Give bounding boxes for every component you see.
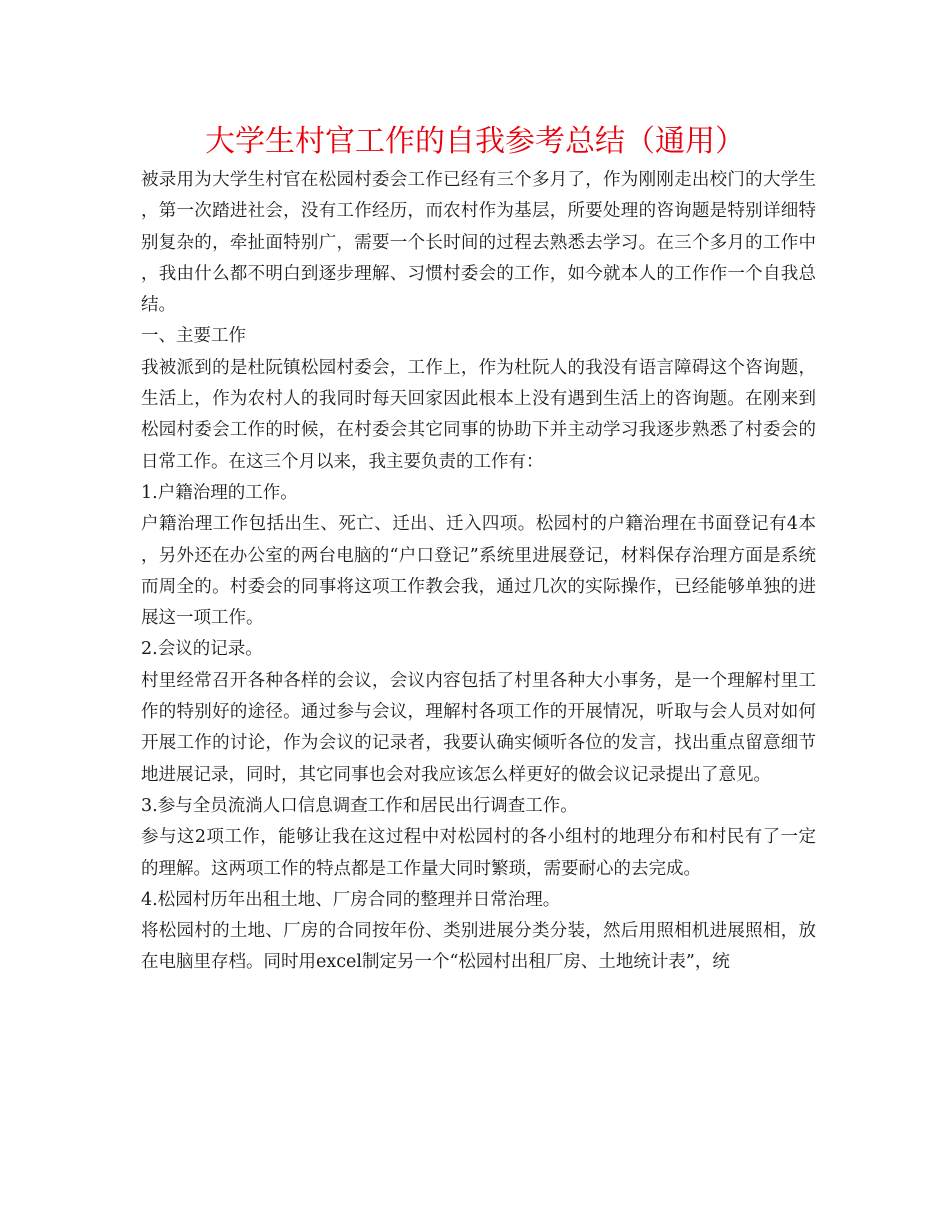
item-heading-contracts: 4.松园村历年出租土地、厂房合同的整理并日常治理。 [141,889,561,910]
item-heading-meeting-records: 2.会议的记录。 [141,639,263,660]
section-heading-main-work: 一、主要工作 [141,326,246,347]
item-heading-surveys: 3.参与全员流淌人口信息调查工作和居民出行调查工作。 [141,795,578,816]
paragraph-meeting-records: 村里经常召开各种各样的会议，会议内容包括了村里各种大小事务，是一个理解村里工作的特别好的途径。通过参与会议，理解村各项工作的开展情况，听取与会人员对如何开展工作的讨论，作为会议的记录者，我要认确实倾听各位的发言，找出重点留意细节地进展记录，同时，其它同事也会对我应该怎么样更好的做会议记录提出了意见。 [141,670,816,785]
paragraph-surveys: 参与这2项工作，能够让我在这过程中对松园村的各小组村的地理分布和村民有了一定的理解。这两项工作的特点都是工作量大同时繁琐，需要耐心的去完成。 [141,827,816,879]
paragraph-contracts: 将松园村的土地、厂房的合同按年份、类别进展分类分装，然后用照相机进展照相，放在电脑里存档。同时用excel制定另一个“松园村出租厂房、土地统计表”，统 [141,921,816,973]
document-body [141,165,816,979]
document-title: 大学生村官工作的自我参考总结（通用） [205,124,745,159]
paragraph-assignment: 我被派到的是杜阮镇松园村委会，工作上，作为杜阮人的我没有语言障碍这个咨询题，生活上，作为农村人的我同时每天回家因此根本上没有遇到生活上的咨询题。在刚来到松园村委会工作的时候，在村委会其它同事的协助下并主动学习我逐步熟悉了村委会的日常工作。在这三个月以来，我主要负责的工作有： [141,357,816,472]
paragraph-household-registration: 户籍治理工作包括出生、死亡、迁出、迁入四项。松园村的户籍治理在书面登记有4本，另外还在办公室的两台电脑的“户口登记”系统里进展登记，材料保存治理方面是系统而周全的。村委会的同事将这项工作教会我，通过几次的实际操作，已经能够单独的进展这一项工作。 [141,514,816,629]
item-heading-household-registration: 1.户籍治理的工作。 [141,482,298,503]
paragraph-intro: 被录用为大学生村官在松园村委会工作已经有三个多月了，作为刚刚走出校门的大学生，第一次踏进社会，没有工作经历，而农村作为基层，所要处理的咨询题是特别详细特别复杂的，牵扯面特别广，需要一个长时间的过程去熟悉去学习。在三个多月的工作中，我由什么都不明白到逐步理解、习惯村委会的工作，如今就本人的工作作一个自我总结。 [141,170,816,316]
